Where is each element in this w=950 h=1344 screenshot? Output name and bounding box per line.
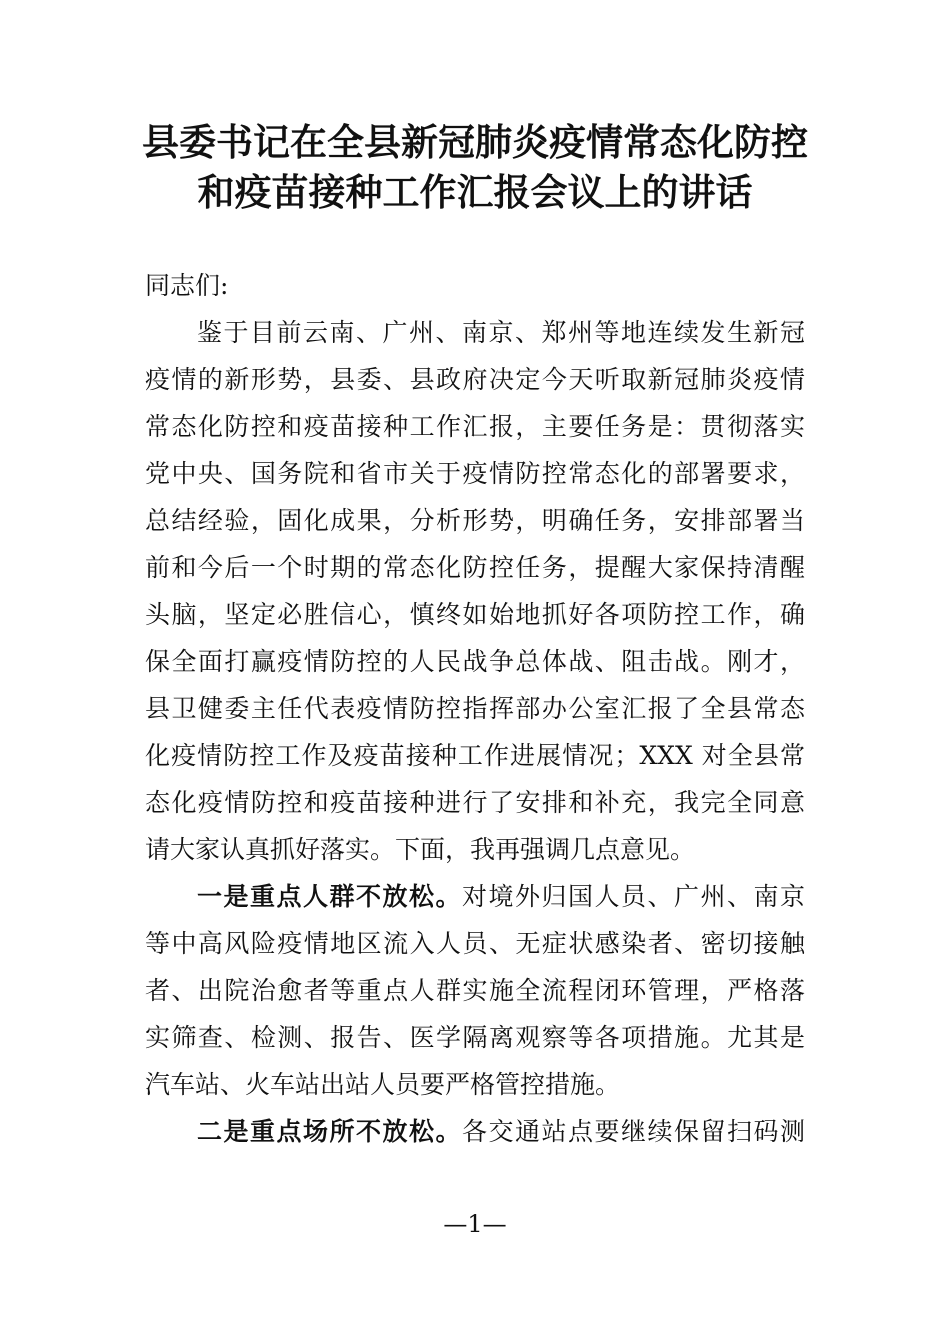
- document-title: [0, 118, 950, 218]
- paragraph-1: [145, 309, 805, 873]
- paragraph-text: 对境外归国人员、广州、南京: [462, 882, 805, 911]
- paragraph-heading: 二是重点场所不放松。: [197, 1117, 462, 1146]
- paragraph-3: [145, 1108, 805, 1155]
- paragraph-line: 县卫健委主任代表疫情防控指挥部办公室汇报了全县常态: [145, 694, 805, 723]
- paragraph-line: 总结经验，固化成果，分析形势，明确任务，安排部署当: [145, 506, 805, 535]
- paragraph-line: 者、出院治愈者等重点人群实施全流程闭环管理，严格落: [145, 976, 805, 1005]
- title-line-1: 县委书记在全县新冠肺炎疫情常态化防控: [142, 121, 808, 164]
- paragraph-heading: 一是重点人群不放松。: [197, 882, 462, 911]
- paragraph-line: 汽车站、火车站出站人员要严格管控措施。: [145, 1070, 621, 1099]
- page-number: —1—: [443, 1210, 507, 1238]
- paragraph-line: [145, 1108, 805, 1155]
- paragraph-line: 实筛查、检测、报告、医学隔离观察等各项措施。尤其是: [145, 1023, 805, 1052]
- title-line-2: 和疫苗接种工作汇报会议上的讲话: [197, 171, 753, 214]
- paragraph-text: 各交通站点要继续保留扫码测: [462, 1117, 805, 1146]
- paragraph-line: 疫情的新形势，县委、县政府决定今天听取新冠肺炎疫情: [145, 365, 805, 394]
- paragraph-line: [145, 873, 805, 920]
- paragraph-line: 党中央、国务院和省市关于疫情防控常态化的部署要求，: [145, 459, 805, 488]
- paragraph-line: 态化疫情防控和疫苗接种进行了安排和补充，我完全同意: [145, 788, 805, 817]
- paragraph-line: 鉴于目前云南、广州、南京、郑州等地连续发生新冠: [197, 318, 805, 347]
- paragraph-line: 前和今后一个时期的常态化防控任务，提醒大家保持清醒: [145, 553, 805, 582]
- salutation: 同志们:: [145, 271, 229, 300]
- paragraph-line: 请大家认真抓好落实。下面，我再强调几点意见。: [145, 835, 696, 864]
- paragraph-line: 化疫情防控工作及疫苗接种工作进展情况；XXX 对全县常: [145, 741, 805, 770]
- paragraph-line: 等中高风险疫情地区流入人员、无症状感染者、密切接触: [145, 929, 805, 958]
- paragraph-line: 常态化防控和疫苗接种工作汇报，主要任务是：贯彻落实: [145, 412, 805, 441]
- document-body: [145, 262, 805, 1155]
- paragraph-line: 头脑，坚定必胜信心，慎终如始地抓好各项防控工作，确: [145, 600, 805, 629]
- paragraph-2: [145, 873, 805, 1108]
- paragraph-line: 保全面打赢疫情防控的人民战争总体战、阻击战。刚才，: [145, 647, 805, 676]
